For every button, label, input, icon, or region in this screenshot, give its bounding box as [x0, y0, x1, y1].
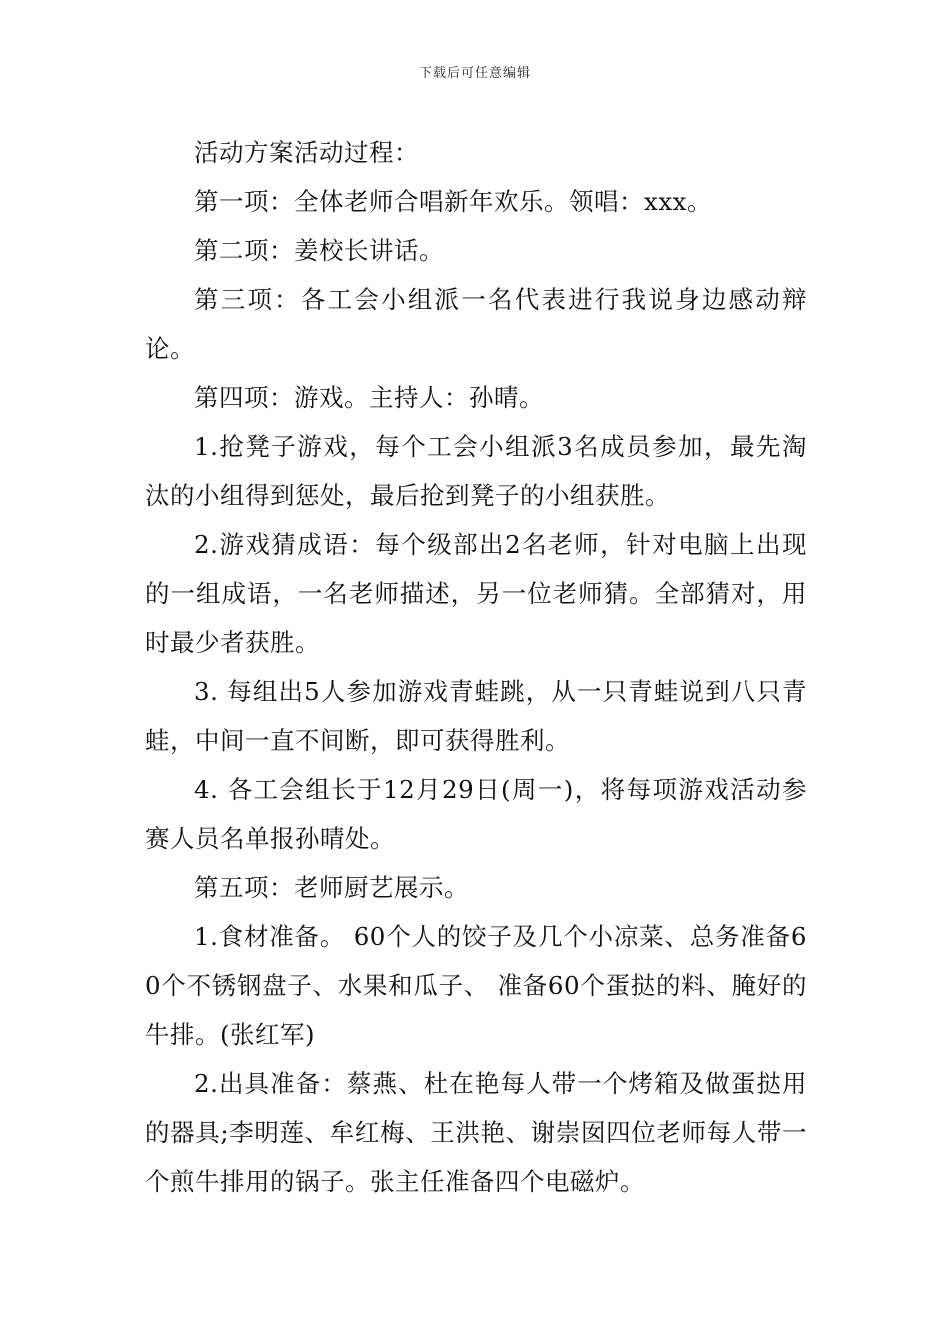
paragraph-item-4: 第四项：游戏。主持人：孙晴。: [194, 383, 544, 412]
paragraph-item-2: 第二项：姜校长讲话。: [194, 236, 444, 265]
paragraph-game-2: 2.游戏猜成语：每个级部出2名老师，针对电脑上出现的一组成语，一名老师描述，另一位老师猜。全部猜对，用时最少者获胜。: [145, 530, 807, 657]
paragraph-game-4: 4. 各工会组长于12月29日(周一)，将每项游戏活动参赛人员名单报孙晴处。: [145, 775, 807, 853]
paragraph-activity-process: 活动方案活动过程：: [194, 138, 419, 167]
page-header: 下载后可任意编辑: [418, 66, 531, 81]
paragraph-cooking-2: 2.出具准备：蔡燕、杜在艳每人带一个烤箱及做蛋挞用的器具;李明莲、牟红梅、王洪艳、谢崇囡四位老师每人带一个煎牛排用的锅子。张主任准备四个电磁炉。: [145, 1069, 807, 1196]
paragraph-item-3: 第三项：各工会小组派一名代表进行我说身边感动辩论。: [145, 285, 807, 363]
paragraph-item-1: 第一项：全体老师合唱新年欢乐。领唱：xxx。: [194, 187, 712, 216]
paragraph-cooking-1: 1.食材准备。 60个人的饺子及几个小凉菜、总务准备60个不锈钢盘子、水果和瓜子、 准备60个蛋挞的料、腌好的牛排。(张红军): [145, 922, 807, 1049]
paragraph-item-5: 第五项：老师厨艺展示。: [194, 873, 469, 902]
paragraph-game-1: 1.抢凳子游戏，每个工会小组派3名成员参加，最先淘汰的小组得到惩处，最后抢到凳子的小组获胜。: [145, 432, 807, 510]
paragraph-game-3: 3. 每组出5人参加游戏青蛙跳，从一只青蛙说到八只青蛙，中间一直不间断，即可获得胜利。: [145, 677, 807, 755]
document-body: [145, 128, 807, 1206]
